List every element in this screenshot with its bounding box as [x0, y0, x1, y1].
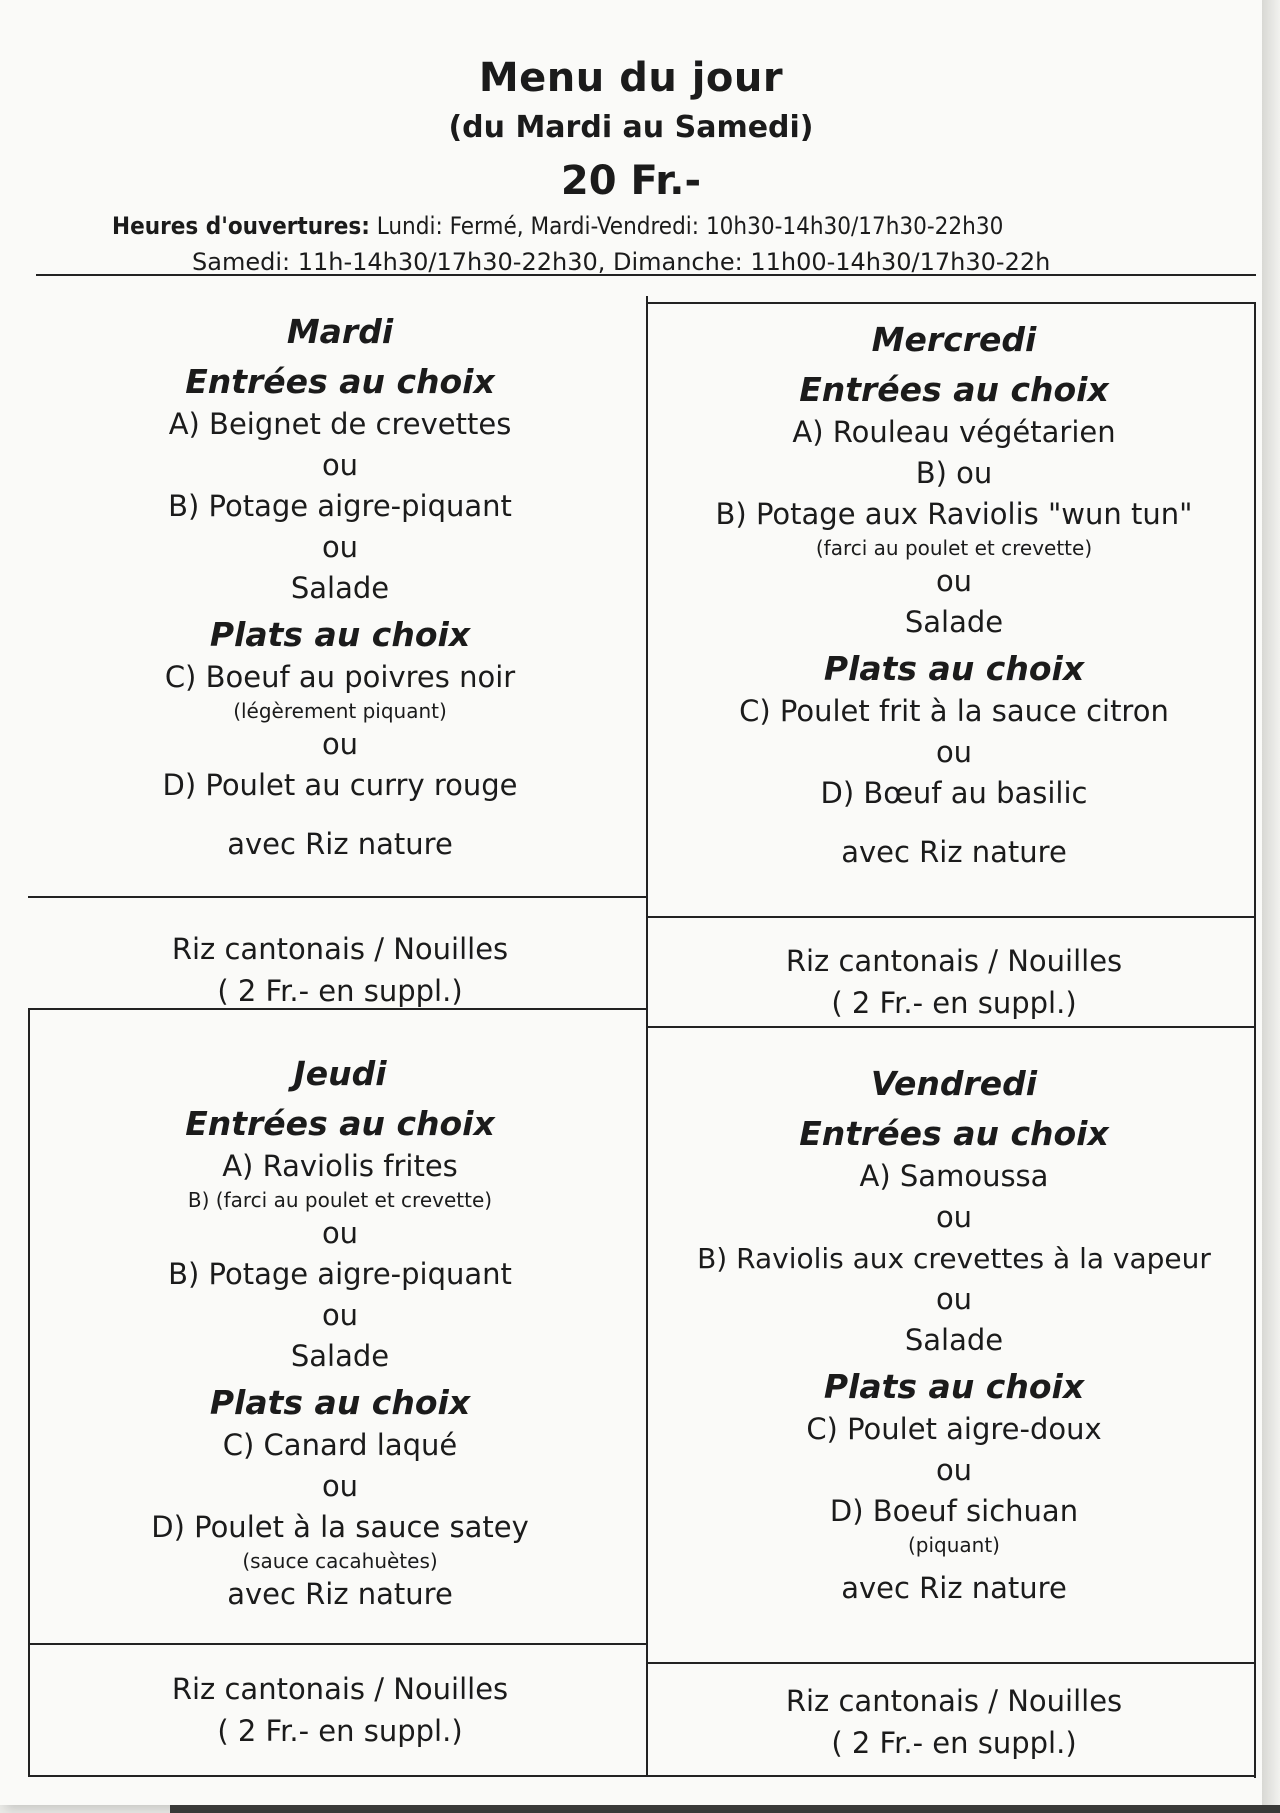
- plats-title: Plats au choix: [209, 615, 471, 654]
- entrees-title: Entrées au choix: [185, 362, 495, 401]
- or-separator: ou: [321, 727, 359, 761]
- plat-d: D) Bœuf au basilic: [820, 776, 1088, 810]
- entree-salade: Salade: [904, 1323, 1004, 1357]
- entree-salade: Salade: [290, 571, 390, 605]
- plat-c: C) Poulet aigre-doux: [806, 1412, 1102, 1446]
- entree-b: B) Raviolis aux crevettes à la vapeur: [697, 1242, 1211, 1275]
- supplement-line1: Riz cantonais / Nouilles: [785, 1684, 1123, 1718]
- plat-c: C) Canard laqué: [222, 1428, 458, 1462]
- day-title: Jeudi: [293, 1054, 387, 1093]
- grid-vertical-divider: [646, 296, 648, 1776]
- rice-note: avec Riz nature: [841, 835, 1067, 869]
- menu-title: Menu du jour: [478, 55, 784, 101]
- entrees-title: Entrées au choix: [185, 1104, 495, 1143]
- entree-a: A) Samoussa: [859, 1159, 1049, 1193]
- plat-d-note: (sauce cacahuètes): [242, 1549, 438, 1573]
- entree-salade: Salade: [290, 1339, 390, 1373]
- entree-a: A) Raviolis frites: [222, 1149, 458, 1183]
- entree-b: B) Potage aigre-piquant: [168, 489, 512, 523]
- plats-title: Plats au choix: [209, 1383, 471, 1422]
- or-separator: ou: [321, 448, 359, 482]
- menu-subtitle: (du Mardi au Samedi): [448, 110, 814, 145]
- header-divider: [36, 274, 1256, 276]
- opening-hours-line1: [112, 212, 1003, 240]
- plats-title: Plats au choix: [823, 649, 1085, 688]
- supplement-line1: Riz cantonais / Nouilles: [171, 932, 509, 966]
- plat-d: D) Poulet à la sauce satey: [151, 1510, 529, 1544]
- supplement-line1: Riz cantonais / Nouilles: [171, 1672, 509, 1706]
- supplement-line1: Riz cantonais / Nouilles: [785, 944, 1123, 978]
- or-separator: ou: [935, 735, 973, 769]
- supplement-line2: ( 2 Fr.- en suppl.): [217, 974, 463, 1008]
- vendredi-supplement: [656, 1680, 1252, 1764]
- plat-c: C) Boeuf au poivres noir: [164, 660, 516, 694]
- grid-bottom-border: [28, 1775, 1256, 1777]
- entree-b: B) Potage aux Raviolis "wun tun": [715, 497, 1193, 531]
- jeudi-supplement: [40, 1668, 640, 1752]
- entree-b: B) Potage aigre-piquant: [168, 1257, 512, 1291]
- entrees-title: Entrées au choix: [799, 370, 1109, 409]
- row-divider-right: [648, 1026, 1256, 1028]
- rice-note: avec Riz nature: [227, 827, 453, 861]
- jeudi-rice-divider: [28, 1643, 646, 1645]
- plat-d-note: (piquant): [907, 1533, 1000, 1557]
- day-mercredi: [656, 318, 1252, 873]
- sheet-edge: [1262, 0, 1280, 1813]
- vendredi-rice-divider: [648, 1662, 1256, 1664]
- or-separator: ou: [321, 1298, 359, 1332]
- day-title: Mardi: [286, 312, 394, 351]
- left-border-bottom: [28, 1008, 30, 1776]
- entree-a-note: B) (farci au poulet et crevette): [187, 1188, 493, 1212]
- right-border-bottom: [1254, 1026, 1256, 1778]
- entree-a: A) Beignet de crevettes: [168, 407, 512, 441]
- or-separator: ou: [935, 1200, 973, 1234]
- entree-b-note: (farci au poulet et crevette): [815, 536, 1093, 560]
- mardi-rice-divider: [28, 896, 646, 898]
- rice-note: avec Riz nature: [841, 1571, 1067, 1605]
- day-title: Vendredi: [870, 1064, 1038, 1103]
- plat-c: C) Poulet frit à la sauce citron: [739, 694, 1169, 728]
- or-separator: ou: [935, 1453, 973, 1487]
- supplement-line2: ( 2 Fr.- en suppl.): [217, 1714, 463, 1748]
- day-vendredi: [656, 1062, 1252, 1609]
- mercredi-supplement: [656, 940, 1252, 1024]
- or-separator: ou: [935, 1282, 973, 1316]
- entree-a: A) Rouleau végétarien: [792, 415, 1116, 449]
- or-separator: ou: [321, 530, 359, 564]
- mercredi-rice-divider: [648, 916, 1256, 918]
- plat-c-note: (légèrement piquant): [233, 699, 447, 723]
- opening-hours-line2: Samedi: 11h-14h30/17h30-22h30, Dimanche: 11h00-14h30/17h30-22h: [192, 248, 1051, 276]
- opening-hours-weekdays: Lundi: Fermé, Mardi-Vendredi: 10h30-14h30/17h30-22h30: [369, 212, 1004, 240]
- day-title: Mercredi: [871, 320, 1037, 359]
- day-mardi: [40, 310, 640, 865]
- entree-salade: Salade: [904, 605, 1004, 639]
- menu-price: 20 Fr.-: [560, 158, 702, 204]
- rice-note: avec Riz nature: [227, 1577, 453, 1611]
- entrees-title: Entrées au choix: [799, 1114, 1109, 1153]
- plat-d: D) Poulet au curry rouge: [162, 768, 518, 802]
- plats-title: Plats au choix: [823, 1367, 1085, 1406]
- mardi-supplement: [40, 928, 640, 1012]
- table-edge: [170, 1805, 1280, 1813]
- entree-a-sub: B) ou: [915, 456, 993, 490]
- supplement-line2: ( 2 Fr.- en suppl.): [831, 1726, 1077, 1760]
- right-border-top: [1254, 302, 1256, 1027]
- day-jeudi: [40, 1052, 640, 1615]
- or-separator: ou: [321, 1216, 359, 1250]
- supplement-line2: ( 2 Fr.- en suppl.): [831, 986, 1077, 1020]
- or-separator: ou: [321, 1469, 359, 1503]
- or-separator: ou: [935, 564, 973, 598]
- mercredi-top-border: [648, 302, 1256, 304]
- plat-d: D) Boeuf sichuan: [829, 1494, 1079, 1528]
- opening-hours-label: Heures d'ouvertures:: [112, 212, 370, 240]
